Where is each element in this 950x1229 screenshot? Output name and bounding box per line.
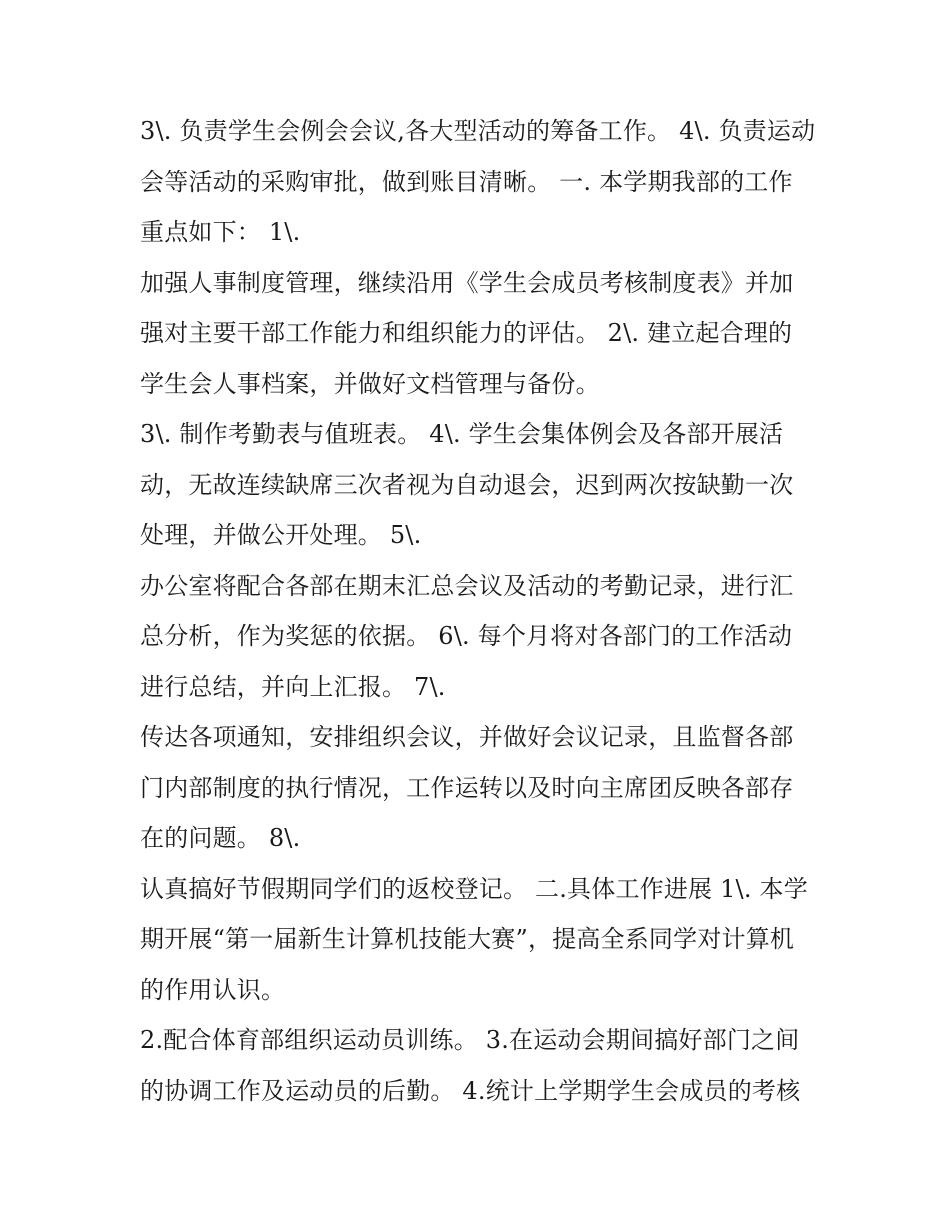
paragraph-7: 2.配合体育部组织运动员训练。 3.在运动会期间搞好部门之间的协调工作及运动员的后勤。 4.统计上学期学生会成员的考核 xyxy=(140,1026,801,1105)
paragraph-2: 加强人事制度管理，继续沿用《学生会成员考核制度表》并加强对主要干部工作能力和组织能力的评估。 2\. 建立起合理的学生会人事档案，并做好文档管理与备份。 xyxy=(140,268,794,398)
paragraph-5: 传达各项通知，安排组织会议，并做好会议记录，且监督各部门内部制度的执行情况，工作运转以及时向主席团反映各部存在的问题。 8\. xyxy=(140,723,794,852)
paragraph-3: 3\. 制作考勤表与值班表。 4\. 学生会集体例会及各部开展活动，无故连续缺席三次者视为自动退会，迟到两次按缺勤一次处理，并做公开处理。 5\. xyxy=(140,420,794,549)
document-page xyxy=(140,106,816,1116)
paragraph-4: 办公室将配合各部在期末汇总会议及活动的考勤记录，进行汇总分析，作为奖惩的依据。 6\. 每个月将对各部门的工作活动进行总结，并向上汇报。 7\. xyxy=(140,571,794,701)
paragraph-6: 认真搞好节假期同学们的返校登记。 二.具体工作进展 1\. 本学期开展“第一届新生计算机技能大赛”，提高全系同学对计算机的作用认识。 xyxy=(140,874,808,1004)
paragraph-1: 3\. 负责学生会例会会议,各大型活动的筹备工作。 4\. 负责运动会等活动的采购审批，做到账目清晰。 一. 本学期我部的工作重点如下： 1\. xyxy=(140,117,816,246)
